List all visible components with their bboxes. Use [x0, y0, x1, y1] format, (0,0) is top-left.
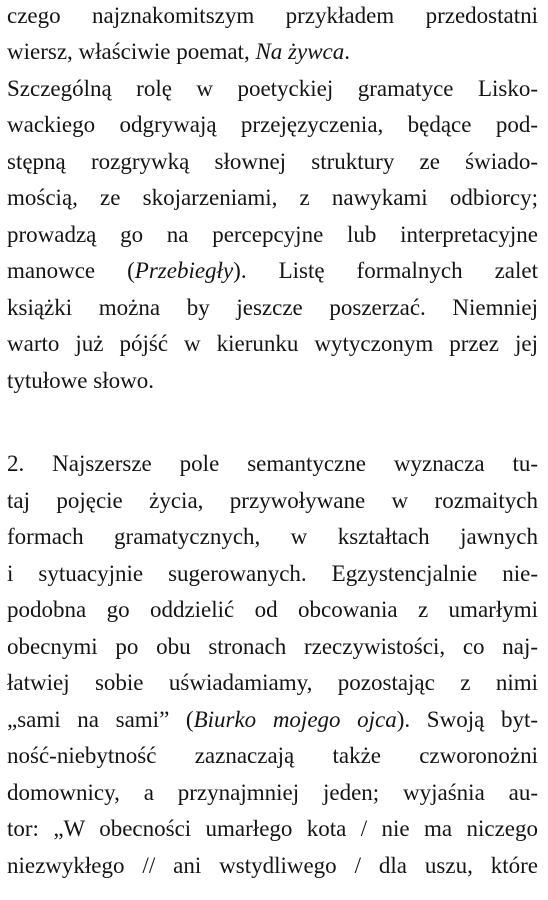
title-italic: Biurko mojego ojca: [193, 707, 397, 732]
text-line: i sytuacyjnie sugerowanych. Egzystencjalnie nie-: [7, 561, 538, 586]
text-line: Szczególną rolę w poetyckiej gramatyce Lisko-: [7, 76, 538, 101]
text-line: podobna go oddzielić od obcowania z umarłymi: [7, 597, 538, 622]
text-line: 2. Najszersze pole semantyczne wyznacza tu-: [7, 451, 538, 476]
text-line: formach gramatycznych, w kształtach jawnych: [7, 524, 538, 549]
text-line: obecnymi po obu stronach rzeczywistości, co naj-: [7, 634, 538, 659]
text-line: tor: „W obecności umarłego kota / nie ma niczego: [7, 816, 538, 841]
text-line: tytułowe słowo.: [7, 368, 154, 393]
text-line: czego najznakomitszym przykładem przedostatni: [7, 3, 538, 28]
text-line: ność-niebytność zaznaczają także czworonożni: [7, 743, 538, 768]
text-line: niezwykłego // ani wstydliwego / dla uszu, które: [7, 853, 538, 878]
text-line: warto już pójść w kierunku wytyczonym przez jej: [7, 331, 538, 356]
text-line: taj pojęcie życia, przywoływane w rozmaitych: [7, 488, 538, 513]
text-line: wackiego odgrywają przejęzyczenia, będące pod-: [7, 112, 538, 137]
text-line: domownicy, a przynajmniej jeden; wyjaśnia au-: [7, 780, 538, 805]
text-line: prowadzą go na percepcyjne lub interpretacyjne: [7, 222, 538, 247]
text-line: wiersz, właściwie poemat, Na żywca.: [7, 39, 351, 64]
title-italic: Przebiegły: [134, 258, 234, 283]
text-line: łatwiej sobie uświadamiamy, pozostając z nimi: [7, 670, 538, 695]
text-line: „sami na sami” (Biurko mojego ojca). Swoją byt-: [7, 707, 538, 732]
text-line: manowce (Przebiegły). Listę formalnych zalet: [7, 258, 538, 283]
title-italic: Na żywca: [255, 39, 345, 64]
text-line: książki można by jeszcze poszerzać. Niemniej: [7, 295, 538, 320]
text-line: stępną rozgrywką słownej struktury ze świado-: [7, 149, 538, 174]
text-line: mością, ze skojarzeniami, z nawykami odbiorcy;: [7, 185, 538, 210]
